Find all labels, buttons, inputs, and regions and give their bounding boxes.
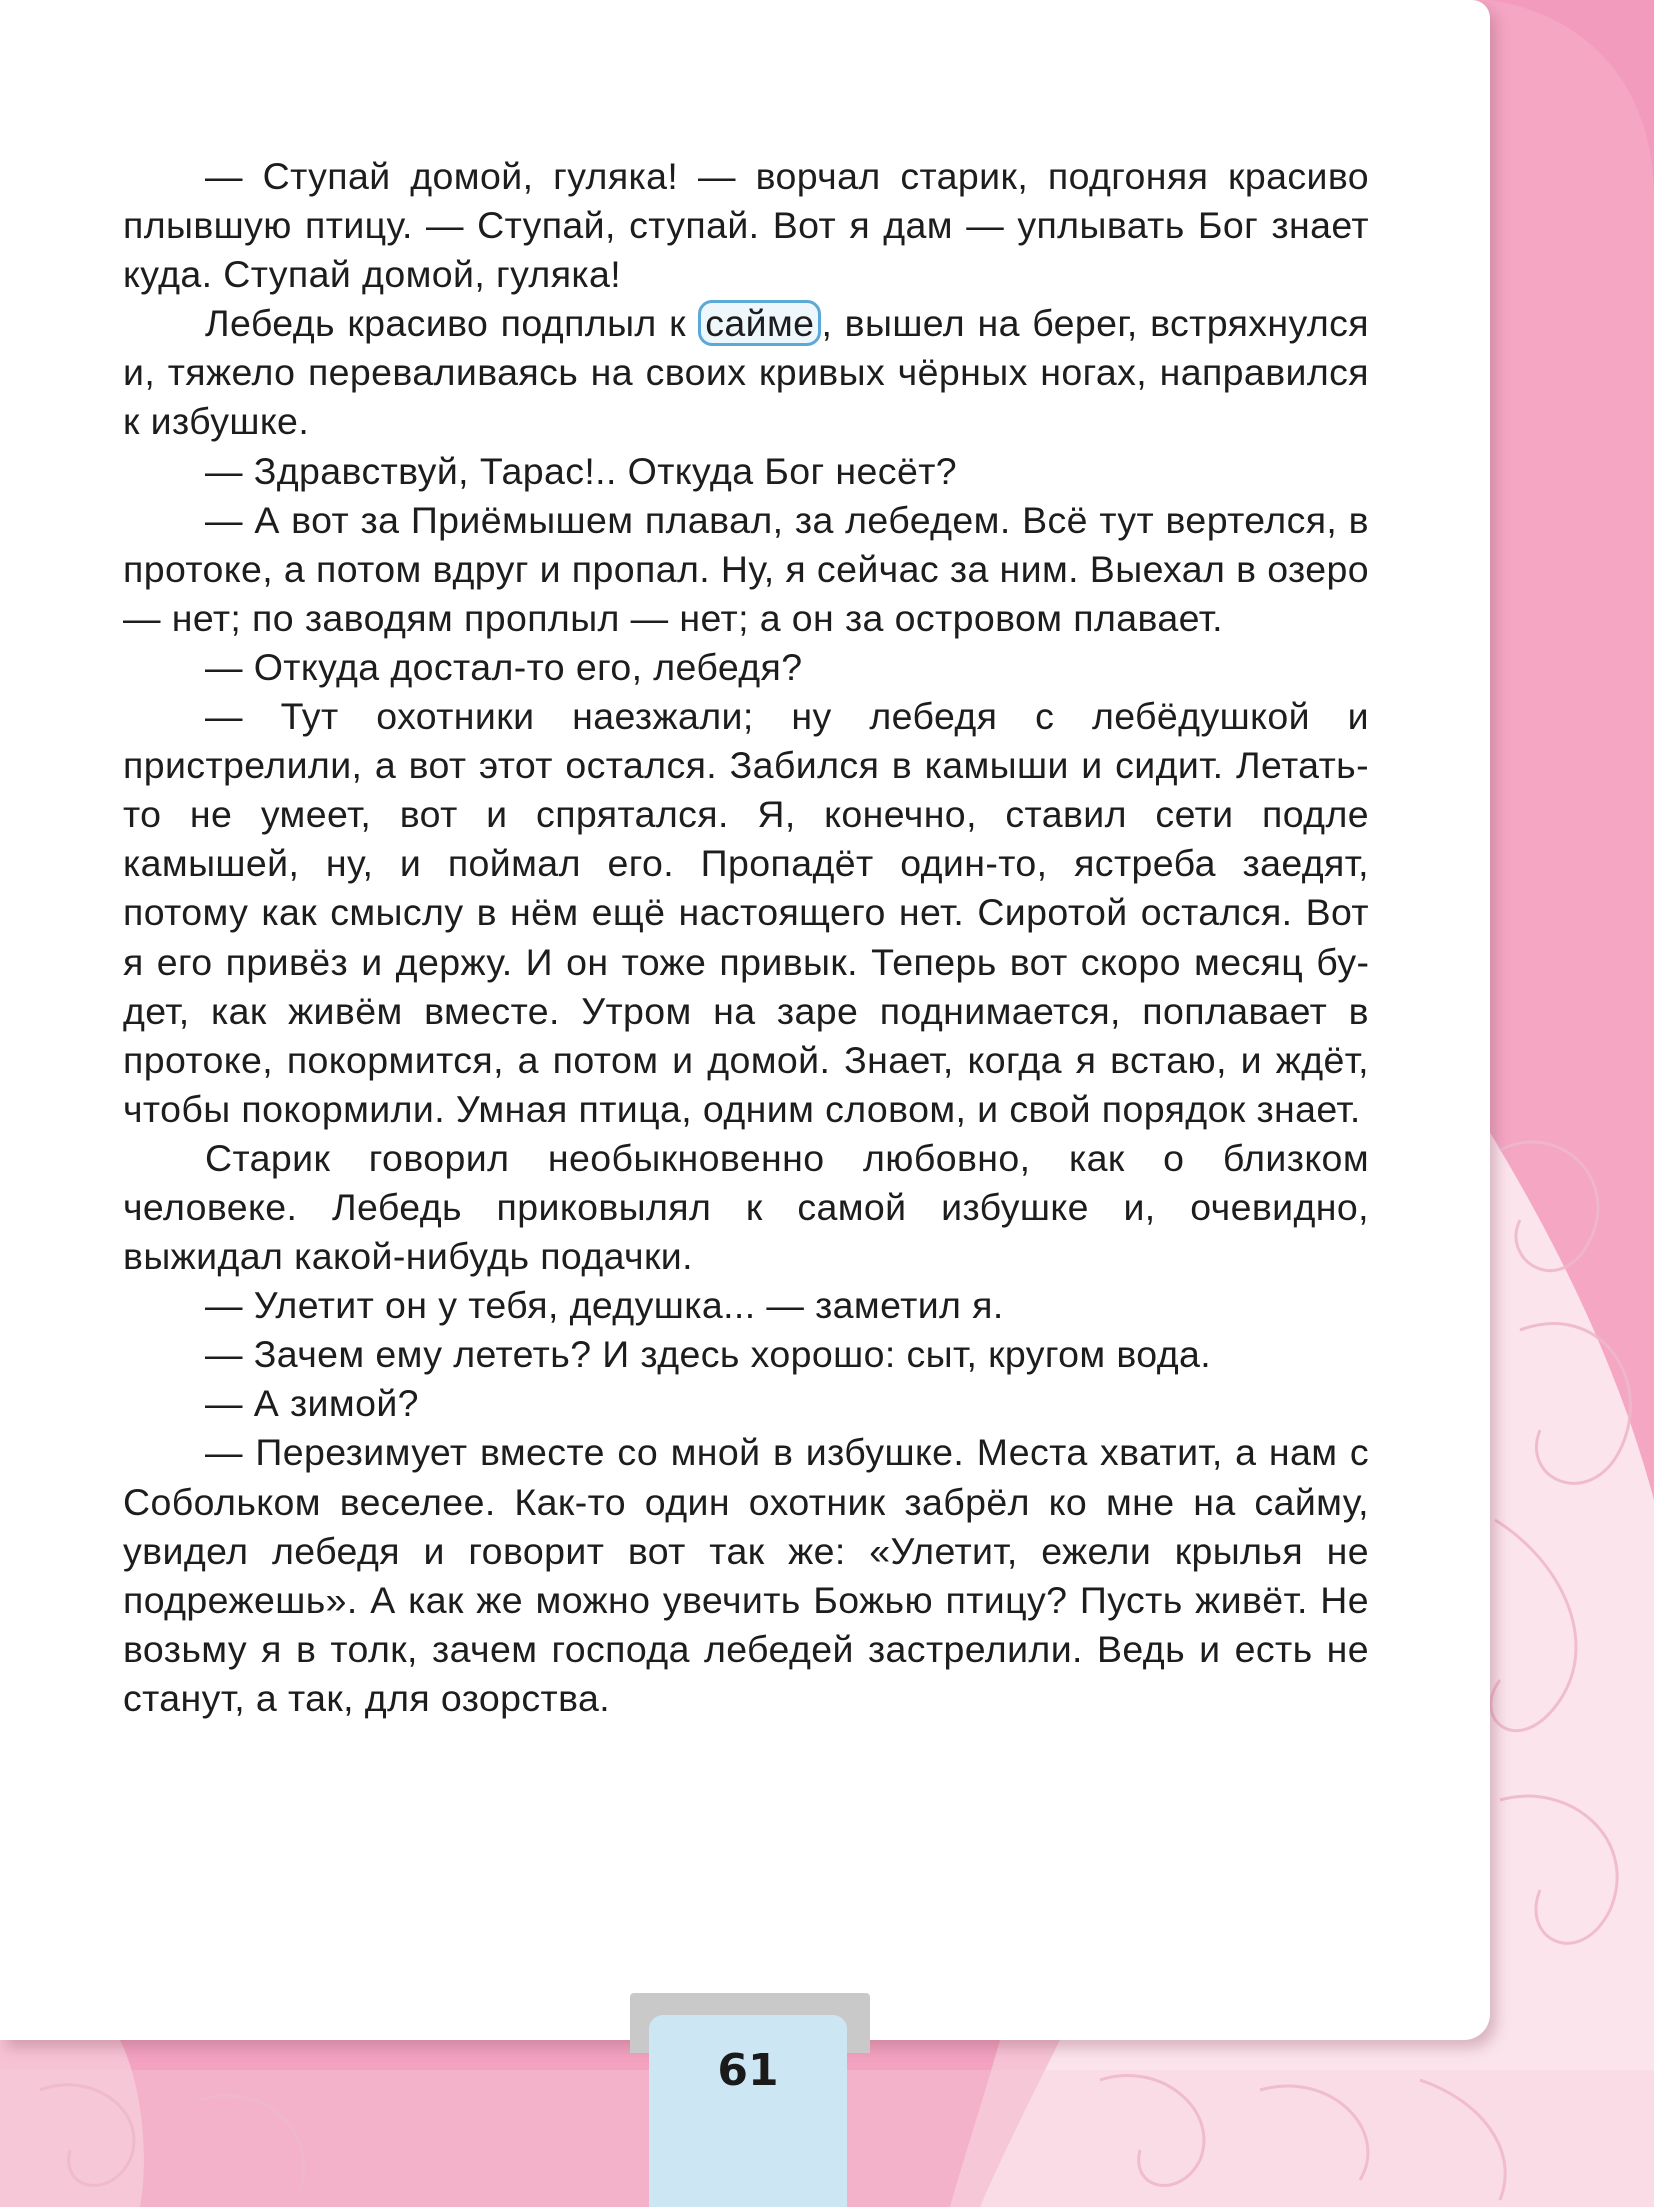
paragraph: — А зимой? [205, 1382, 419, 1425]
paragraph: — Тут охотники наезжали; ну лебедя с лебёдушкой и пристрелили, а вот этот остался. Забился в камыши и сидит. Летать-то не умеет, вот и спрятался. Я, конечно, ставил сети подле камышей, ну, и поймал его. Пропадёт один-то, ястреба заедят, потому как смыслу в нём ещё настоящего нет. Сиротой остался. Вот я его привёз и держу. И он тоже привык. Теперь вот скоро месяц будет, как живём вместе. Утром на заре поднимается, поплавает в протоке, покормится, а потом и домой. Знает, когда я встаю, и ждёт, чтобы покормили. Умная птица, одним словом, и свой порядок знает. [123, 695, 1369, 1130]
paragraph [123, 299, 1369, 446]
paragraph: — Здравствуй, Тарас!.. Откуда Бог несёт? [205, 449, 958, 492]
paragraph: — Ступай домой, гуляка! — ворчал старик, подгоняя красиво плывшую птицу. — Ступай, ступай. Вот я дам — уплывать Бог знает куда. Ступай домой, гуляка! [123, 155, 1369, 296]
paragraph: — Откуда достал-то его, лебедя? [205, 645, 803, 688]
page-number: 61 [717, 2045, 779, 2096]
paragraph: — Перезимует вместе со мной в избушке. Места хватит, а нам с Собольком веселее. Как-то один охотник забрёл ко мне на сайму, увидел лебедя и говорит вот так же: «Улетит, ежели крылья не подрежешь». А как же можно увечить Божью птицу? Пусть живёт. Не возьму я в толк, зачем господа лебедей застрелили. Ведь и есть не станут, а так, для озорства. [123, 1431, 1369, 1719]
paragraph: — Улетит он у тебя, дедушка... — заметил я. [205, 1284, 1004, 1327]
paragraph: Старик говорил необыкновенно любовно, как о близком человеке. Лебедь приковылял к самой избушке и, очевидно, выжидал какой-нибудь подачки. [123, 1136, 1369, 1278]
story-text [123, 152, 1369, 1723]
paragraph: — А вот за Приёмышем плавал, за лебедем. Всё тут вертелся, в протоке, а потом вдруг и пропал. Ну, я сейчас за ним. Выехал в озеро — нет; по заводям проплыл — нет; а он за островом плавает. [123, 498, 1369, 639]
paragraph-text: Лебедь красиво подплыл к [205, 302, 699, 345]
highlighted-word-link[interactable]: сайме [698, 300, 821, 346]
paragraph-text: , вышел на берег, встряхнулся и, тяжело переваливаясь на своих кривых чёрных ногах, направился к избушке. [123, 302, 1369, 443]
paragraph: — Зачем ему лететь? И здесь хорошо: сыт, кругом вода. [205, 1333, 1212, 1376]
page-number-tab [649, 2015, 847, 2207]
